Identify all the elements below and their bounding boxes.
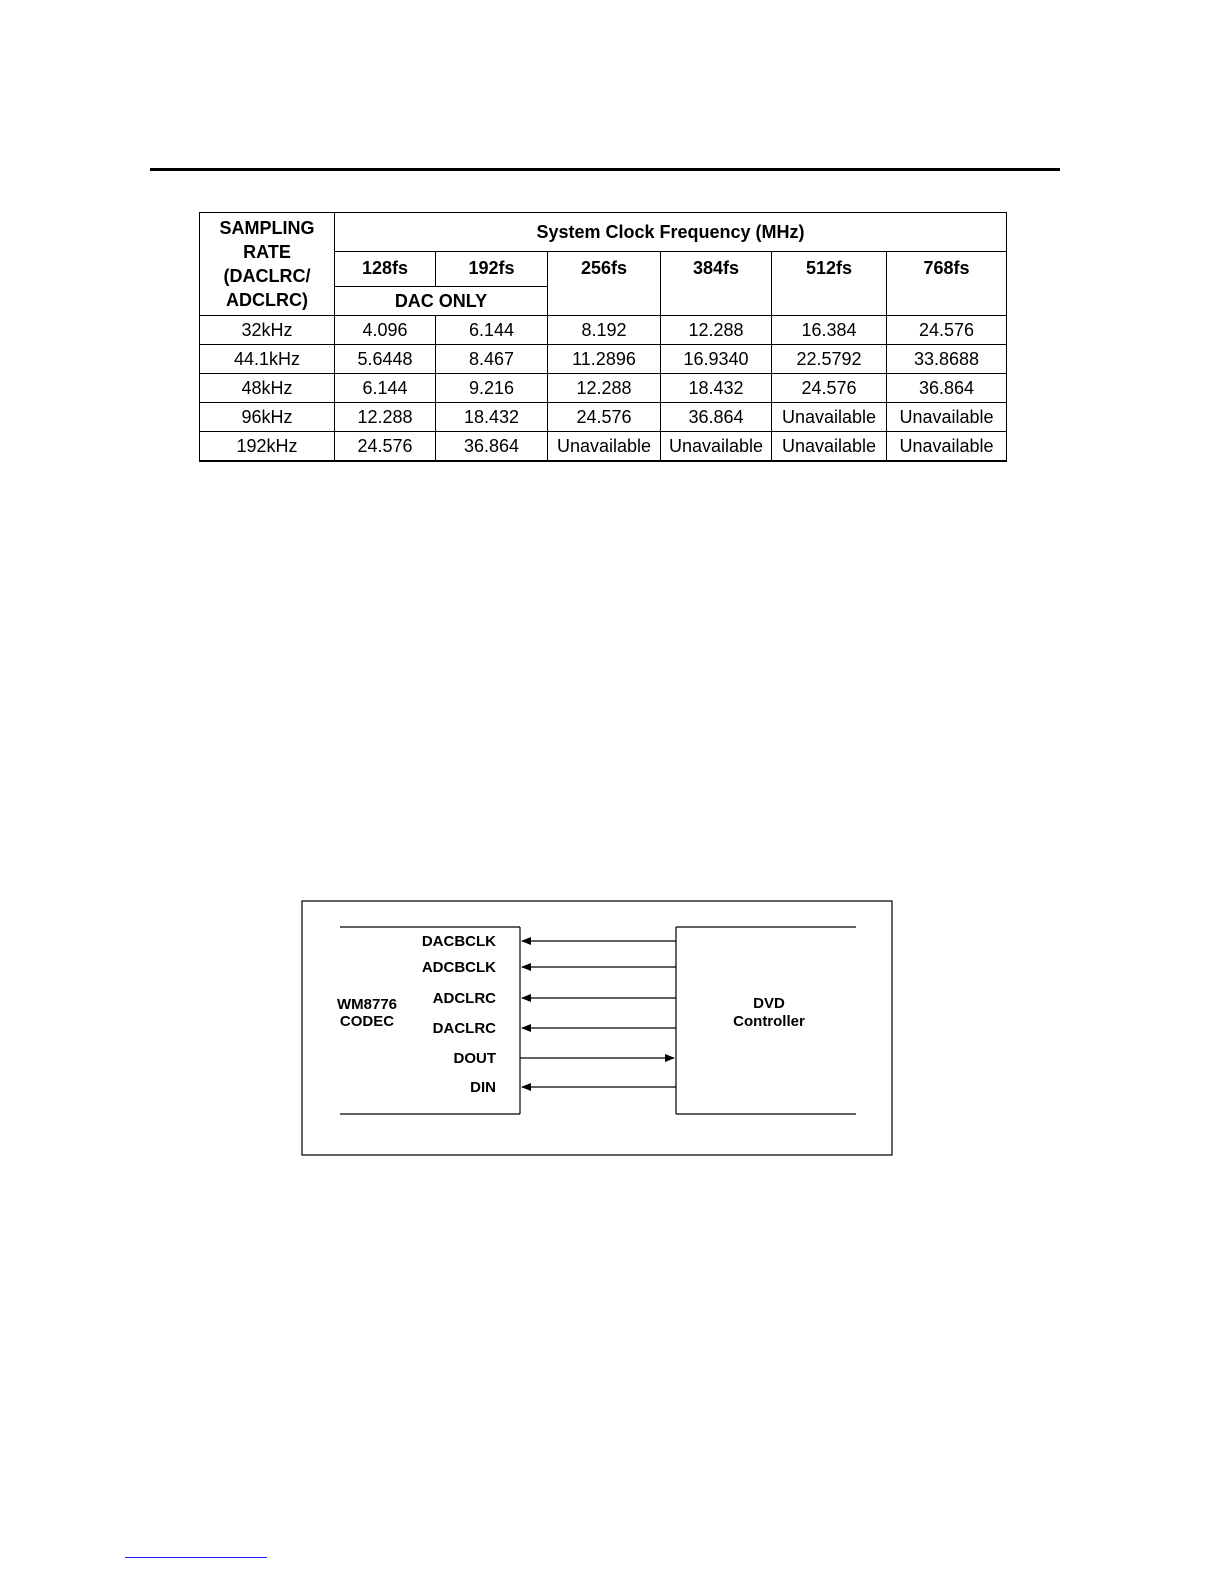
frequency-cell: Unavailable [548, 432, 661, 462]
codec-label: WM8776 [336, 996, 398, 1013]
rate-header-line: (DACLRC/ [223, 266, 311, 286]
sampling-rate-cell: 32kHz [200, 316, 335, 345]
sampling-rate-cell: 44.1kHz [200, 345, 335, 374]
codec-label: CODEC [339, 1013, 395, 1030]
sampling-rate-cell: 48kHz [200, 374, 335, 403]
frequency-cell: 11.2896 [548, 345, 661, 374]
signal-lines [422, 933, 676, 1096]
frequency-cell: 18.432 [661, 374, 772, 403]
frequency-cell: 8.192 [548, 316, 661, 345]
sampling-rate-cell: 192kHz [200, 432, 335, 462]
frequency-cell: 36.864 [887, 374, 1007, 403]
frequency-cell: 6.144 [335, 374, 436, 403]
frequency-cell: 18.432 [436, 403, 548, 432]
frequency-cell: 4.096 [335, 316, 436, 345]
frequency-cell: 9.216 [436, 374, 548, 403]
rate-header-line: ADCLRC) [226, 290, 308, 310]
rate-header-line: RATE [243, 242, 291, 262]
frequency-cell: 24.576 [887, 316, 1007, 345]
controller-label: DVD [753, 995, 785, 1012]
frequency-cell: 12.288 [548, 374, 661, 403]
signal-label: DACLRC [432, 1020, 496, 1037]
rate-header-line: SAMPLING [219, 218, 315, 238]
signal-label: DACBCLK [421, 933, 496, 950]
frequency-cell: Unavailable [661, 432, 772, 462]
frequency-cell: Unavailable [887, 403, 1007, 432]
frequency-cell: 16.9340 [661, 345, 772, 374]
multiplier-header: 256fs [548, 252, 661, 316]
sampling-rate-cell: 96kHz [200, 403, 335, 432]
controller-label: Controller [733, 1013, 805, 1030]
frequency-cell: 36.864 [661, 403, 772, 432]
multiplier-header: 384fs [661, 252, 772, 316]
frequency-cell: 22.5792 [772, 345, 887, 374]
frequency-cell: 33.8688 [887, 345, 1007, 374]
signal-label: DIN [470, 1079, 496, 1096]
frequency-cell: 8.467 [436, 345, 548, 374]
multiplier-header: 128fs [335, 252, 436, 287]
signal-label: ADCLRC [432, 990, 496, 1007]
frequency-cell: 12.288 [661, 316, 772, 345]
frequency-cell: 24.576 [335, 432, 436, 462]
dac-only-label: DAC ONLY [335, 287, 548, 316]
frequency-cell: 6.144 [436, 316, 548, 345]
signal-label: ADCBCLK [421, 959, 496, 976]
multiplier-header: 512fs [772, 252, 887, 316]
multiplier-header: 192fs [436, 252, 548, 287]
frequency-cell: 24.576 [548, 403, 661, 432]
frequency-cell: 5.6448 [335, 345, 436, 374]
frequency-cell: Unavailable [772, 403, 887, 432]
frequency-cell: Unavailable [887, 432, 1007, 462]
signal-label: DOUT [453, 1050, 496, 1067]
frequency-cell: 12.288 [335, 403, 436, 432]
frequency-cell: 24.576 [772, 374, 887, 403]
frequency-cell: 16.384 [772, 316, 887, 345]
frequency-cell: Unavailable [772, 432, 887, 462]
footer-link-underline [125, 1557, 267, 1558]
multiplier-header: 768fs [887, 252, 1007, 316]
frequency-cell: 36.864 [436, 432, 548, 462]
table-title: System Clock Frequency (MHz) [335, 213, 1007, 252]
